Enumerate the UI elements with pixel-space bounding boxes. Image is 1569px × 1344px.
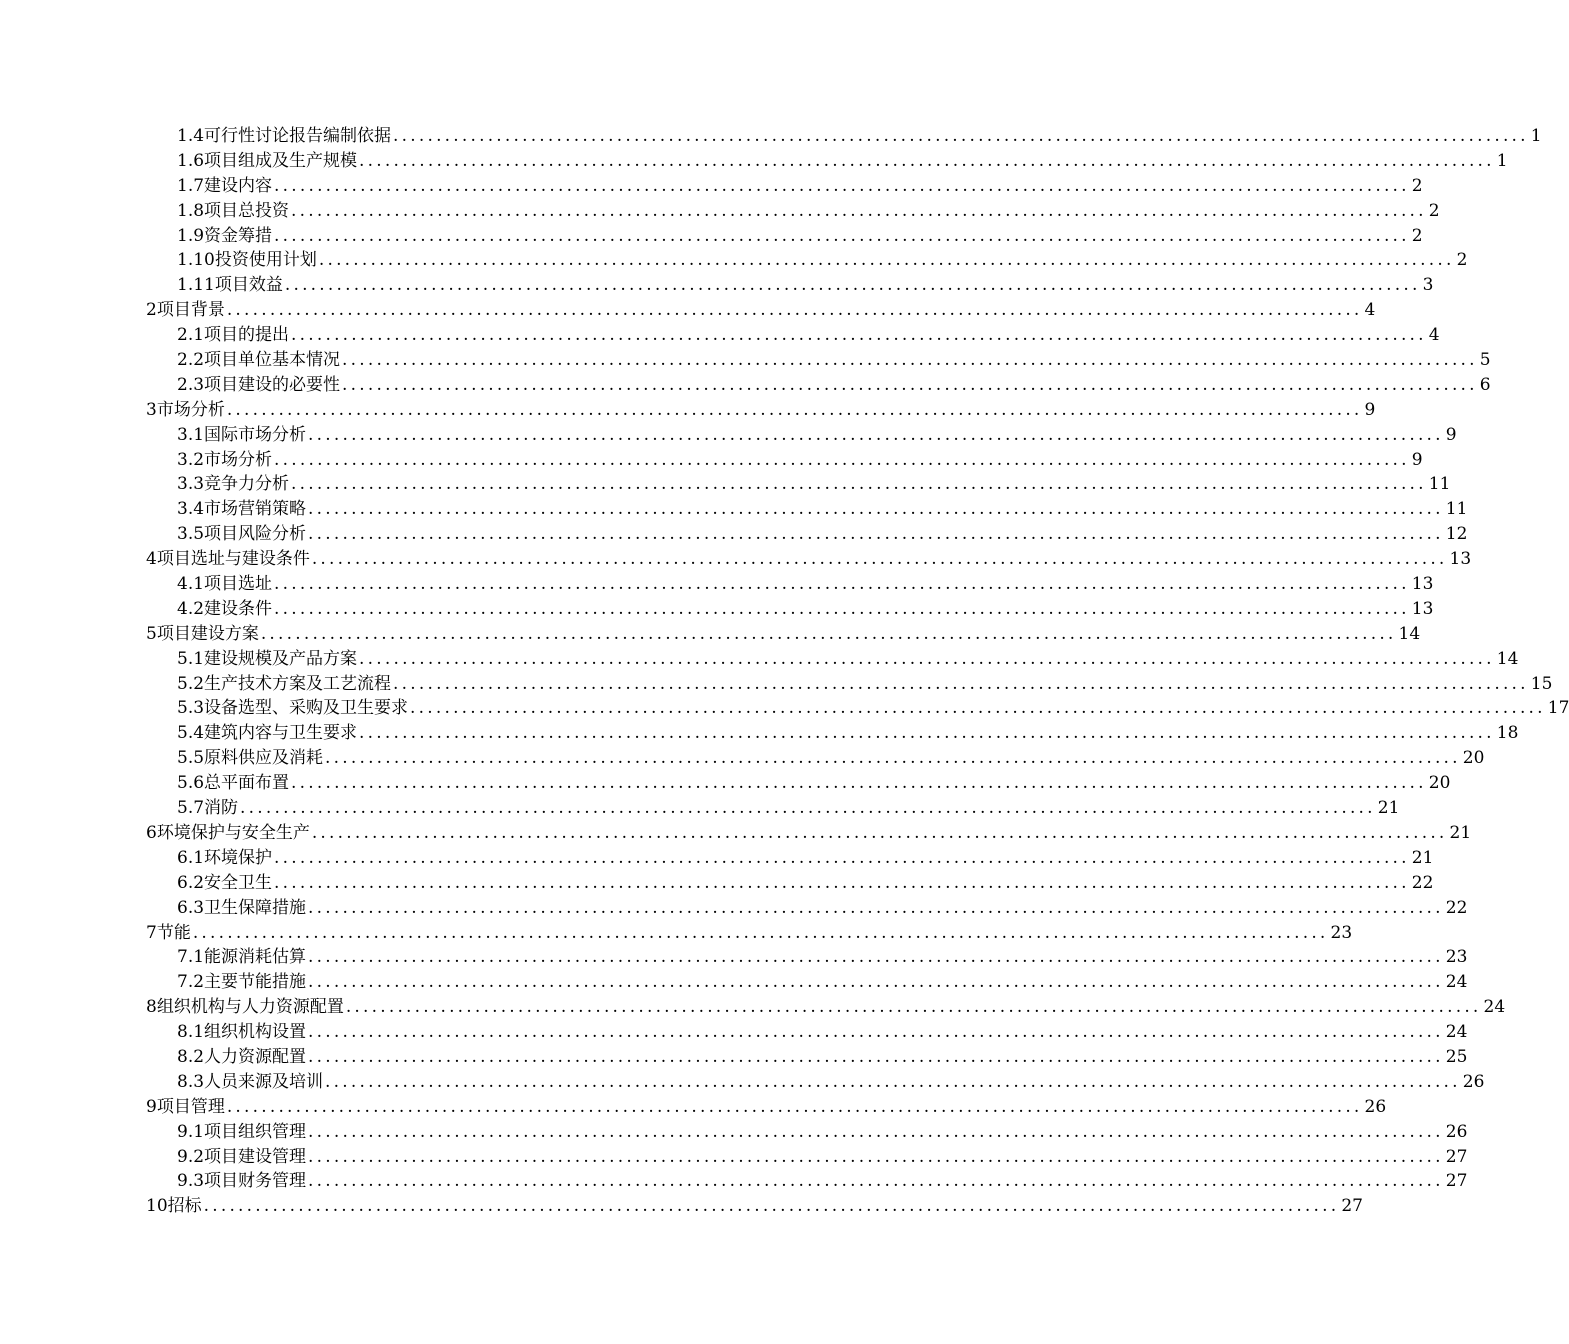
toc-entry-page-number: 2: [1411, 175, 1423, 196]
toc-entry-title: 9.1项目组织管理: [177, 1121, 307, 1142]
toc-entry[interactable]: [146, 970, 1468, 995]
toc-entry-page-number: 4: [1364, 300, 1376, 321]
toc-leader-dots: ....................................................................................................................................: [308, 424, 1444, 445]
toc-leader-dots: ....................................................................................................................................: [291, 200, 1427, 221]
toc-entry-title: 3.4市场营销策略: [177, 499, 307, 520]
toc-entry-title: 5.4建筑内容与卫生要求: [177, 723, 358, 744]
toc-entry[interactable]: [146, 871, 1434, 896]
toc-entry-page-number: 18: [1496, 723, 1519, 744]
toc-leader-dots: ....................................................................................................................................: [308, 1146, 1444, 1167]
toc-entry[interactable]: [146, 622, 1421, 647]
toc-entry[interactable]: [146, 896, 1468, 921]
toc-entry[interactable]: [146, 721, 1519, 746]
toc-leader-dots: ....................................................................................................................................: [308, 1046, 1444, 1067]
toc-leader-dots: ....................................................................................................................................: [226, 1096, 1363, 1117]
toc-entry-title: 2.2项目单位基本情况: [177, 350, 341, 371]
toc-entry-page-number: 11: [1428, 474, 1451, 495]
toc-leader-dots: ....................................................................................................................................: [226, 399, 1363, 420]
toc-entry-title: 3.5项目风险分析: [177, 524, 307, 545]
toc-entry-page-number: 1: [1496, 150, 1508, 171]
toc-entry-page-number: 21: [1377, 798, 1400, 819]
toc-entry-page-number: 14: [1398, 623, 1421, 644]
toc-entry-title: 9.2项目建设管理: [177, 1146, 307, 1167]
toc-entry-page-number: 21: [1449, 822, 1472, 843]
toc-entry[interactable]: [146, 323, 1440, 348]
toc-entry[interactable]: [146, 1095, 1387, 1120]
toc-entry[interactable]: [146, 224, 1423, 249]
toc-leader-dots: ....................................................................................................................................: [308, 499, 1444, 520]
toc-entry[interactable]: [146, 398, 1376, 423]
toc-leader-dots: ....................................................................................................................................: [342, 374, 1478, 395]
toc-entry-title: 7.1能源消耗估算: [177, 947, 307, 968]
toc-entry[interactable]: [146, 174, 1423, 199]
toc-entry-title: 6.3卫生保障措施: [177, 897, 307, 918]
toc-leader-dots: ....................................................................................................................................: [291, 325, 1427, 346]
toc-entry[interactable]: [146, 1020, 1468, 1045]
toc-entry[interactable]: [146, 547, 1472, 572]
toc-entry-title: 3.2市场分析: [177, 449, 273, 470]
toc-entry-page-number: 23: [1445, 947, 1468, 968]
toc-leader-dots: ....................................................................................................................................: [393, 673, 1529, 694]
toc-entry[interactable]: [146, 1194, 1363, 1219]
toc-leader-dots: ....................................................................................................................................: [308, 1121, 1444, 1142]
toc-entry-page-number: 20: [1428, 773, 1451, 794]
toc-entry[interactable]: [146, 273, 1434, 298]
toc-entry-page-number: 22: [1411, 872, 1434, 893]
toc-entry-page-number: 12: [1445, 524, 1468, 545]
toc-entry-page-number: 25: [1445, 1046, 1468, 1067]
toc-entry-page-number: 24: [1445, 972, 1468, 993]
toc-entry-page-number: 5: [1479, 350, 1491, 371]
toc-entry-page-number: 27: [1341, 1196, 1363, 1217]
table-of-contents: [146, 124, 1569, 1219]
toc-entry-page-number: 4: [1428, 325, 1440, 346]
toc-entry-title: 5.6总平面布置: [177, 773, 290, 794]
toc-entry-title: 4项目选址与建设条件: [146, 549, 310, 570]
toc-entry-page-number: 13: [1411, 598, 1434, 619]
toc-leader-dots: ....................................................................................................................................: [410, 698, 1546, 719]
toc-entry[interactable]: [146, 796, 1400, 821]
toc-entry-page-number: 20: [1462, 748, 1485, 769]
toc-entry-title: 5.7消防: [177, 798, 239, 819]
toc-leader-dots: ....................................................................................................................................: [359, 150, 1495, 171]
toc-entry-page-number: 2: [1456, 250, 1468, 271]
toc-entry-title: 6.1环境保护: [177, 847, 273, 868]
toc-entry-title: 8.2人力资源配置: [177, 1046, 307, 1067]
toc-entry-page-number: 6: [1479, 374, 1491, 395]
toc-entry[interactable]: [146, 821, 1472, 846]
toc-entry-title: 2项目背景: [146, 300, 225, 321]
toc-entry-title: 7节能: [146, 922, 191, 943]
toc-entry-title: 1.7建设内容: [177, 175, 273, 196]
toc-entry-title: 9项目管理: [146, 1096, 225, 1117]
toc-entry-title: 5.2生产技术方案及工艺流程: [177, 673, 392, 694]
toc-leader-dots: ....................................................................................................................................: [308, 1171, 1444, 1192]
toc-leader-dots: ....................................................................................................................................: [393, 126, 1529, 146]
toc-entry-page-number: 2: [1428, 200, 1440, 221]
toc-leader-dots: ....................................................................................................................................: [325, 1071, 1461, 1092]
toc-entry-page-number: 9: [1411, 449, 1423, 470]
toc-entry[interactable]: [146, 298, 1376, 323]
toc-entry-page-number: 23: [1330, 922, 1353, 943]
toc-leader-dots: ....................................................................................................................................: [345, 997, 1482, 1018]
toc-entry-page-number: 26: [1462, 1071, 1485, 1092]
toc-entry[interactable]: [146, 124, 1542, 149]
toc-entry-page-number: 24: [1445, 1022, 1468, 1043]
toc-entry-page-number: 14: [1496, 648, 1519, 669]
toc-leader-dots: ....................................................................................................................................: [274, 847, 1410, 868]
toc-entry-page-number: 24: [1483, 997, 1506, 1018]
toc-entry-page-number: 11: [1445, 499, 1468, 520]
toc-entry[interactable]: [146, 248, 1468, 273]
toc-leader-dots: ....................................................................................................................................: [284, 275, 1421, 296]
toc-entry-title: 3.1国际市场分析: [177, 424, 307, 445]
toc-leader-dots: ....................................................................................................................................: [192, 922, 1329, 943]
toc-entry[interactable]: [146, 522, 1468, 547]
toc-entry-title: 1.11项目效益: [177, 275, 283, 296]
toc-entry[interactable]: [146, 1145, 1468, 1170]
toc-entry-page-number: 15: [1530, 673, 1553, 694]
toc-entry-title: 4.1项目选址: [177, 574, 273, 595]
toc-entry-title: 2.3项目建设的必要性: [177, 374, 341, 395]
toc-entry[interactable]: [146, 597, 1434, 622]
toc-leader-dots: ....................................................................................................................................: [226, 300, 1363, 321]
toc-leader-dots: ....................................................................................................................................: [359, 723, 1495, 744]
toc-entry-title: 5.1建设规模及产品方案: [177, 648, 358, 669]
toc-entry-title: 5.5原料供应及消耗: [177, 748, 324, 769]
toc-entry-title: 1.10投资使用计划: [177, 250, 317, 271]
toc-leader-dots: ....................................................................................................................................: [260, 623, 1397, 644]
toc-entry-title: 8组织机构与人力资源配置: [146, 997, 344, 1018]
toc-entry[interactable]: [146, 945, 1468, 970]
toc-entry-page-number: 21: [1411, 847, 1434, 868]
toc-leader-dots: ....................................................................................................................................: [318, 250, 1455, 271]
toc-entry[interactable]: [146, 373, 1491, 398]
toc-leader-dots: ....................................................................................................................................: [308, 972, 1444, 993]
toc-entry-title: 9.3项目财务管理: [177, 1171, 307, 1192]
toc-entry[interactable]: [146, 199, 1440, 224]
toc-entry[interactable]: [146, 846, 1434, 871]
toc-leader-dots: ....................................................................................................................................: [308, 947, 1444, 968]
toc-leader-dots: ....................................................................................................................................: [325, 748, 1461, 769]
toc-leader-dots: ....................................................................................................................................: [311, 549, 1448, 570]
toc-entry[interactable]: [146, 497, 1468, 522]
toc-entry[interactable]: [146, 149, 1508, 174]
toc-entry-title: 1.9资金筹措: [177, 225, 273, 246]
toc-entry-title: 1.4可行性讨论报告编制依据: [177, 126, 392, 146]
toc-entry[interactable]: [146, 672, 1553, 697]
toc-entry-page-number: 17: [1547, 698, 1569, 719]
toc-entry[interactable]: [146, 348, 1491, 373]
toc-entry-page-number: 27: [1445, 1146, 1468, 1167]
toc-entry[interactable]: [146, 1070, 1485, 1095]
toc-entry-title: 3市场分析: [146, 399, 225, 420]
toc-entry-page-number: 1: [1530, 126, 1542, 146]
toc-entry[interactable]: [146, 746, 1485, 771]
toc-entry[interactable]: [146, 771, 1451, 796]
toc-entry[interactable]: [146, 696, 1569, 721]
toc-leader-dots: ....................................................................................................................................: [308, 524, 1444, 545]
toc-entry-page-number: 13: [1411, 574, 1434, 595]
toc-entry-page-number: 26: [1364, 1096, 1387, 1117]
toc-entry-title: 6环境保护与安全生产: [146, 822, 310, 843]
toc-entry-page-number: 9: [1445, 424, 1457, 445]
toc-leader-dots: ....................................................................................................................................: [274, 225, 1410, 246]
toc-leader-dots: ....................................................................................................................................: [203, 1196, 1340, 1217]
toc-entry-title: 7.2主要节能措施: [177, 972, 307, 993]
toc-entry-title: 1.8项目总投资: [177, 200, 290, 221]
toc-entry-page-number: 2: [1411, 225, 1423, 246]
toc-leader-dots: ....................................................................................................................................: [308, 1022, 1444, 1043]
toc-entry-page-number: 13: [1449, 549, 1472, 570]
toc-entry[interactable]: [146, 1045, 1468, 1070]
toc-entry[interactable]: [146, 995, 1506, 1020]
toc-entry[interactable]: [146, 572, 1434, 597]
toc-leader-dots: ....................................................................................................................................: [291, 474, 1427, 495]
toc-entry-page-number: 22: [1445, 897, 1468, 918]
toc-entry[interactable]: [146, 1120, 1468, 1145]
toc-entry-title: 4.2建设条件: [177, 598, 273, 619]
toc-entry-title: 1.6项目组成及生产规模: [177, 150, 358, 171]
toc-leader-dots: ....................................................................................................................................: [291, 773, 1427, 794]
toc-entry[interactable]: [146, 1169, 1468, 1194]
toc-leader-dots: ....................................................................................................................................: [311, 822, 1448, 843]
toc-entry[interactable]: [146, 448, 1423, 473]
toc-leader-dots: ....................................................................................................................................: [274, 574, 1410, 595]
toc-entry[interactable]: [146, 921, 1353, 946]
toc-entry[interactable]: [146, 472, 1451, 497]
toc-leader-dots: ....................................................................................................................................: [274, 449, 1410, 470]
toc-entry[interactable]: [146, 647, 1519, 672]
toc-entry-page-number: 27: [1445, 1171, 1468, 1192]
toc-entry[interactable]: [146, 423, 1457, 448]
toc-leader-dots: ....................................................................................................................................: [274, 598, 1410, 619]
toc-entry-page-number: 26: [1445, 1121, 1468, 1142]
toc-entry-title: 8.1组织机构设置: [177, 1022, 307, 1043]
toc-entry-title: 3.3竞争力分析: [177, 474, 290, 495]
toc-entry-page-number: 9: [1364, 399, 1376, 420]
toc-leader-dots: ....................................................................................................................................: [308, 897, 1444, 918]
toc-entry-title: 5.3设备选型、采购及卫生要求: [177, 698, 409, 719]
toc-entry-title: 6.2安全卫生: [177, 872, 273, 893]
toc-leader-dots: ....................................................................................................................................: [342, 350, 1478, 371]
toc-entry-title: 2.1项目的提出: [177, 325, 290, 346]
toc-leader-dots: ....................................................................................................................................: [274, 872, 1410, 893]
toc-entry-title: 10招标: [146, 1196, 202, 1217]
toc-leader-dots: ....................................................................................................................................: [240, 798, 1376, 819]
toc-entry-page-number: 3: [1422, 275, 1434, 296]
toc-entry-title: 5项目建设方案: [146, 623, 259, 644]
toc-entry-title: 8.3人员来源及培训: [177, 1071, 324, 1092]
toc-leader-dots: ....................................................................................................................................: [274, 175, 1410, 196]
toc-leader-dots: ....................................................................................................................................: [359, 648, 1495, 669]
